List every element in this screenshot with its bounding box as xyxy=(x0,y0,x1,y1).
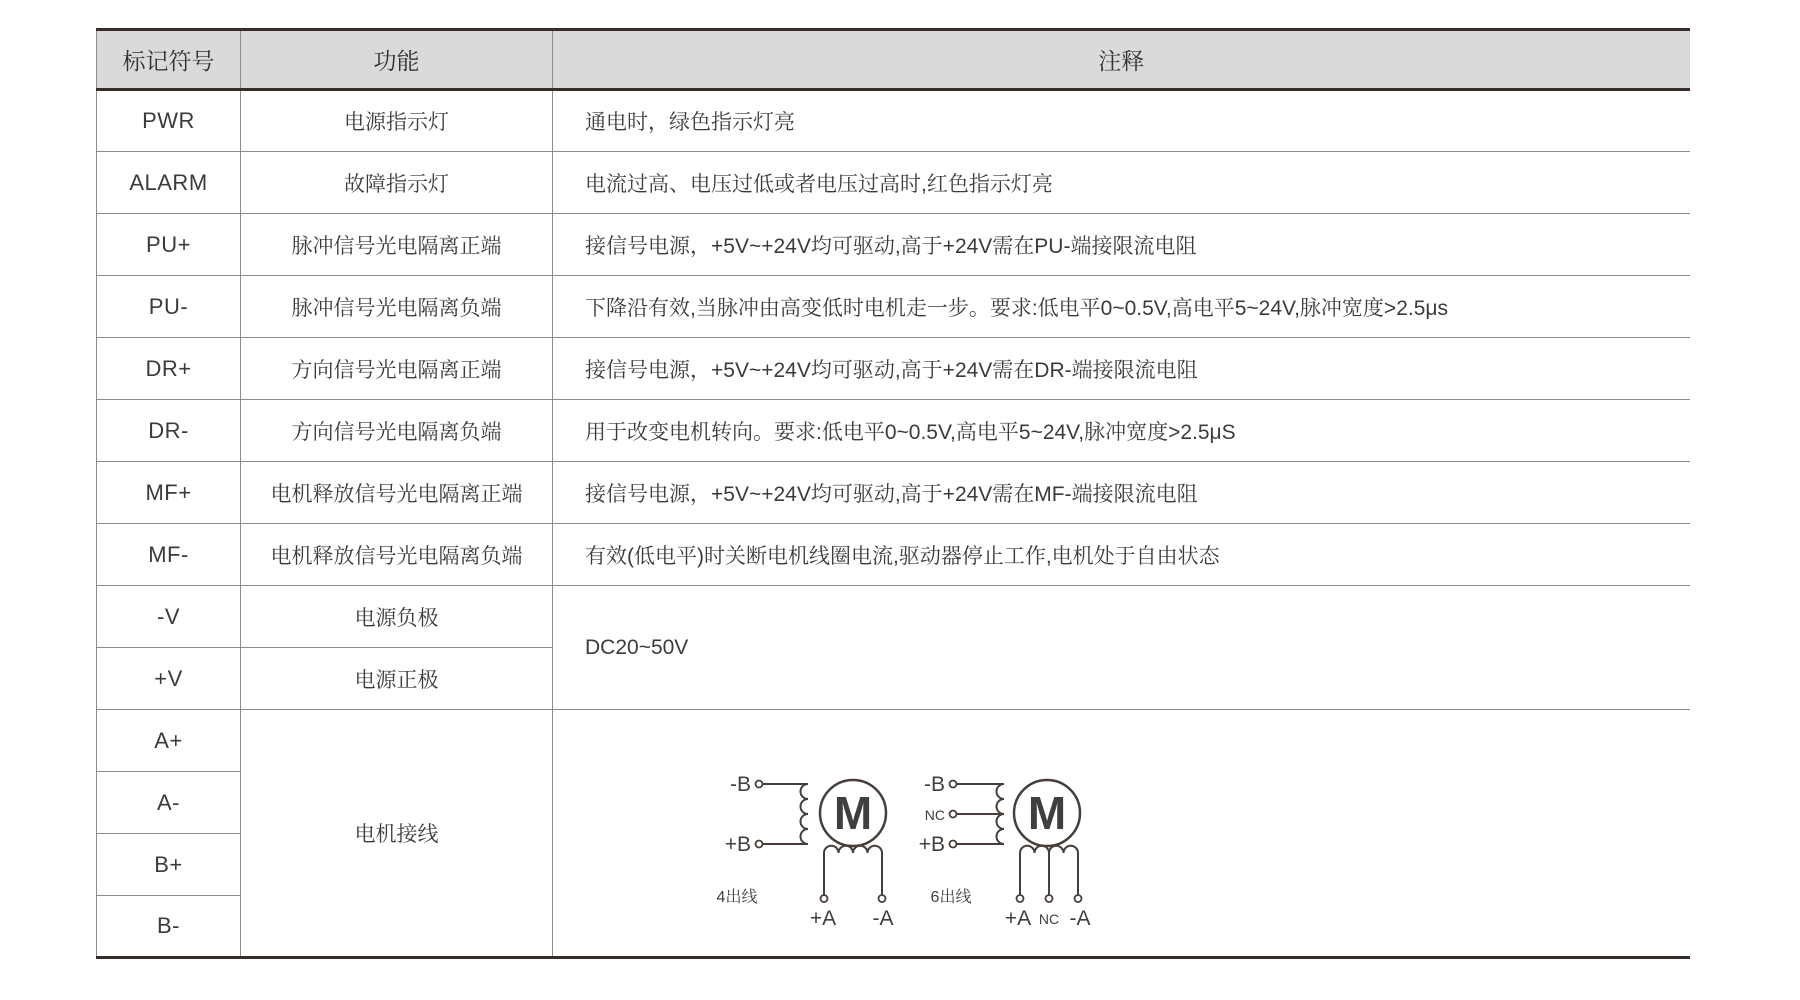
cell-symbol: A+ xyxy=(97,710,241,772)
terminal-node-icon xyxy=(1075,895,1082,902)
wire xyxy=(824,853,882,895)
table-row xyxy=(97,710,1690,772)
table-row xyxy=(97,586,1690,648)
motor-letter: M xyxy=(1027,786,1067,839)
cell-symbol: MF+ xyxy=(97,462,241,524)
cell-note: 通电时，绿色指示灯亮 xyxy=(553,90,1690,152)
terminal-node-icon xyxy=(950,840,957,847)
cell-note: 有效(低电平)时关断电机线圈电流,驱动器停止工作,电机处于自由状态 xyxy=(553,524,1690,586)
terminal-node-icon xyxy=(821,895,828,902)
cell-function: 脉冲信号光电隔离负端 xyxy=(241,276,553,338)
four-wire-label: 4出线 xyxy=(716,888,758,906)
four-wire-motor-schematic xyxy=(717,773,894,930)
wire xyxy=(1020,853,1078,895)
cell-symbol: B+ xyxy=(97,834,241,896)
cell-symbol: PU- xyxy=(97,276,241,338)
table-row xyxy=(97,276,1690,338)
terminal-label: -A xyxy=(1069,906,1091,930)
terminal-node-icon xyxy=(879,895,886,902)
cell-symbol: ALARM xyxy=(97,152,241,214)
terminal-label: +A xyxy=(1004,906,1032,930)
terminal-node-icon xyxy=(1017,895,1024,902)
terminal-label: NC xyxy=(924,806,945,823)
table-row xyxy=(97,90,1690,152)
motor-letter: M xyxy=(833,786,873,839)
terminal-node-icon xyxy=(756,840,763,847)
terminal-label: +B xyxy=(724,832,751,856)
cell-note: 下降沿有效,当脉冲由高变低时电机走一步。要求:低电平0~0.5V,高电平5~24V,脉冲宽度>2.5μs xyxy=(553,276,1690,338)
cell-symbol: PWR xyxy=(97,90,241,152)
cell-function: 电源负极 xyxy=(241,586,553,648)
cell-symbol: DR- xyxy=(97,400,241,462)
table-row xyxy=(97,338,1690,400)
header-symbol: 标记符号 xyxy=(97,30,241,90)
cell-symbol: +V xyxy=(97,648,241,710)
cell-symbol: -V xyxy=(97,586,241,648)
header-note: 注释 xyxy=(553,30,1690,90)
table-row xyxy=(97,214,1690,276)
cell-function: 故障指示灯 xyxy=(241,152,553,214)
cell-function: 方向信号光电隔离负端 xyxy=(241,400,553,462)
cell-function: 电机释放信号光电隔离正端 xyxy=(241,462,553,524)
cell-function: 电源正极 xyxy=(241,648,553,710)
cell-symbol: DR+ xyxy=(97,338,241,400)
terminal-label: NC xyxy=(1038,910,1060,927)
cell-power-note: DC20~50V xyxy=(553,586,1690,710)
motor-diagram-cell xyxy=(553,710,1690,958)
cell-symbol: A- xyxy=(97,772,241,834)
cell-symbol: B- xyxy=(97,896,241,958)
terminal-node-icon xyxy=(1046,895,1053,902)
six-wire-motor-schematic xyxy=(919,773,1091,930)
terminal-label: -B xyxy=(924,772,945,796)
terminal-label: -A xyxy=(872,906,894,930)
cell-note: 用于改变电机转向。要求:低电平0~0.5V,高电平5~24V,脉冲宽度>2.5μS xyxy=(553,400,1690,462)
terminal-node-icon xyxy=(950,780,957,787)
terminal-node-icon xyxy=(950,810,957,817)
cell-symbol: MF- xyxy=(97,524,241,586)
cell-note: 接信号电源，+5V~+24V均可驱动,高于+24V需在PU-端接限流电阻 xyxy=(553,214,1690,276)
table-row xyxy=(97,462,1690,524)
cell-note: 接信号电源，+5V~+24V均可驱动,高于+24V需在MF-端接限流电阻 xyxy=(553,462,1690,524)
terminal-node-icon xyxy=(756,780,763,787)
table-header-row xyxy=(97,30,1690,90)
header-function: 功能 xyxy=(241,30,553,90)
cell-function: 脉冲信号光电隔离正端 xyxy=(241,214,553,276)
cell-symbol: PU+ xyxy=(97,214,241,276)
table-row xyxy=(97,524,1690,586)
cell-function: 方向信号光电隔离正端 xyxy=(241,338,553,400)
cell-function: 电源指示灯 xyxy=(241,90,553,152)
terminal-label: +A xyxy=(809,906,837,930)
six-wire-label: 6出线 xyxy=(930,888,972,906)
cell-motor-function: 电机接线 xyxy=(241,710,553,958)
cell-note: 电流过高、电压过低或者电压过高时,红色指示灯亮 xyxy=(553,152,1690,214)
terminal-table xyxy=(96,28,1690,959)
table-row xyxy=(97,152,1690,214)
table-row xyxy=(97,400,1690,462)
cell-note: 接信号电源，+5V~+24V均可驱动,高于+24V需在DR-端接限流电阻 xyxy=(553,338,1690,400)
motor-wiring-diagram xyxy=(555,725,1135,937)
terminal-label: +B xyxy=(918,832,945,856)
cell-function: 电机释放信号光电隔离负端 xyxy=(241,524,553,586)
terminal-label: -B xyxy=(730,772,751,796)
b-phase-coil xyxy=(801,784,809,844)
